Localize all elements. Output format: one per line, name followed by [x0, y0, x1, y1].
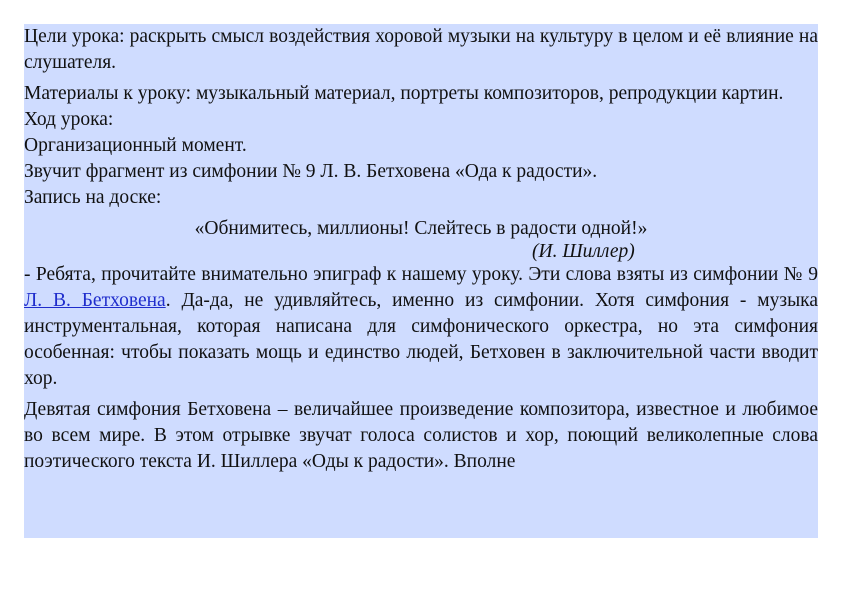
epigraph-quote: «Обнимитесь, миллионы! Слейтесь в радости одной!» — [194, 218, 648, 239]
lesson-progress-heading: Ход урока: — [24, 109, 114, 130]
beethoven-link[interactable]: Л. В. Бетховена — [24, 290, 166, 311]
symphony-fragment-line: Звучит фрагмент из симфонии № 9 Л. В. Бетховена «Ода к радости». — [24, 161, 598, 182]
teacher-speech-text-end: . Да-да, не удивляйтесь, именно из симфонии. Хотя симфония - музыка инструментальная, которая написана для симфонического оркестра, но эта симфония особенная: чтобы показать мощь и единство людей, Бетховен в заключительной части вводит хор. — [24, 290, 819, 389]
organizational-moment: Организационный момент. — [24, 135, 247, 156]
teacher-speech-text-start: - Ребята, прочитайте внимательно эпиграф к нашему уроку. Эти слова взяты из симфонии № 9 — [24, 264, 818, 285]
document-content — [24, 24, 818, 538]
epigraph-author: (И. Шиллер) — [532, 241, 635, 262]
lesson-goals-paragraph: Цели урока: раскрыть смысл воздействия хоровой музыки на культуру в целом и её влияние на слушателя. — [24, 26, 818, 73]
teacher-speech-paragraph — [24, 262, 818, 392]
ninth-symphony-paragraph: Девятая симфония Бетховена – величайшее произведение композитора, известное и любимое во всем мире. В этом отрывке звучат голоса солистов и хор, поющий великолепные слова поэтического текста И. Шиллера «Оды к радости». Вполне — [24, 399, 818, 472]
lesson-materials-paragraph: Материалы к уроку: музыкальный материал, портреты композиторов, репродукции картин. — [24, 83, 784, 104]
board-record-label: Запись на доске: — [24, 187, 162, 208]
